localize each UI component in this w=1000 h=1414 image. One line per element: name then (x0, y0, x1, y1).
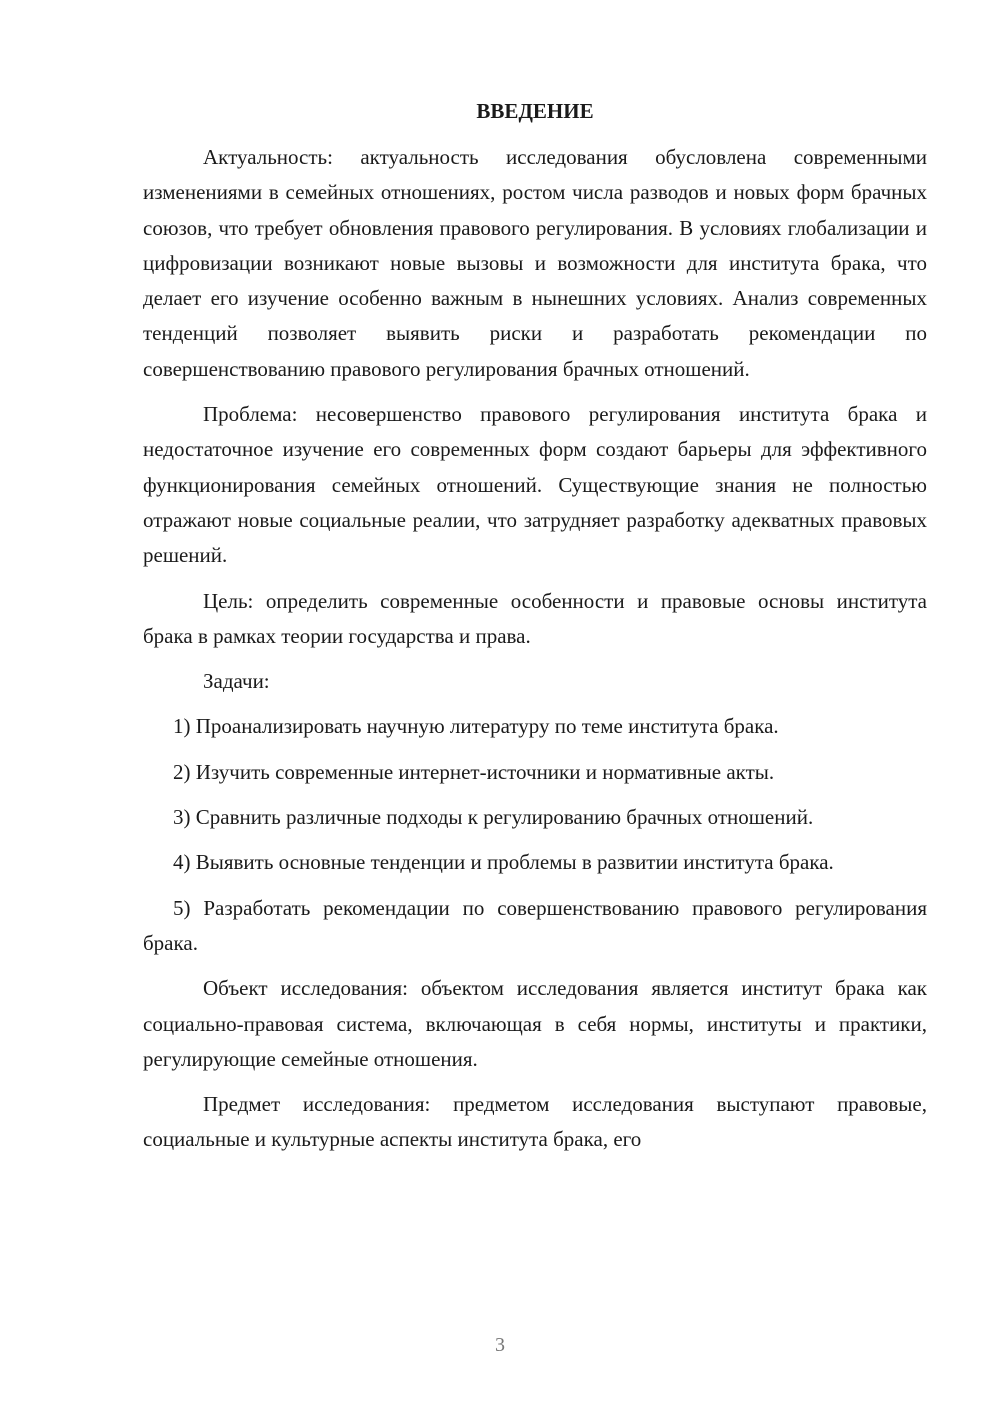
section-heading: ВВЕДЕНИЕ (476, 99, 594, 123)
paragraph-relevance: Актуальность: актуальность исследования обусловлена современными изменениями в семейных отношениях, ростом числа разводов и новых форм брачных союзов, что требует обновления правового регулирования. В условиях глобализации и цифровизации возникают новые вызовы и возможности для института брака, что делает его изучение особенно важным в нынешних условиях. Анализ современных тенденций позволяет выявить риски и разработать рекомендации по совершенствованию правового регулирования брачных отношений. (143, 145, 927, 381)
task-item-5: 5) Разработать рекомендации по совершенствованию правового регулирования брака. (143, 895, 927, 955)
paragraph-goal: Цель: определить современные особенности и правовые основы института брака в рамках теории государства и права. (143, 588, 927, 648)
task-item-4: 4) Выявить основные тенденции и проблемы в развитии института брака. (173, 850, 834, 875)
paragraph-subject: Предмет исследования: предметом исследования выступают правовые, социальные и культурные аспекты института брака, его (143, 1092, 927, 1152)
page-number: 3 (495, 1334, 505, 1356)
task-item-1: 1) Проанализировать научную литературу по теме института брака. (173, 714, 779, 739)
paragraph-problem: Проблема: несовершенство правового регулирования института брака и недостаточное изучение его современных форм создают барьеры для эффективного функционирования семейных отношений. Существующие знания не полностью отражают новые социальные реалии, что затрудняет разработку адекватных правовых решений. (143, 402, 927, 568)
tasks-label: Задачи: (203, 669, 270, 694)
task-item-2: 2) Изучить современные интернет-источники и нормативные акты. (173, 759, 775, 784)
task-item-3: 3) Сравнить различные подходы к регулированию брачных отношений. (173, 805, 814, 830)
paragraph-object: Объект исследования: объектом исследования является институт брака как социально-правовая система, включающая в себя нормы, институты и практики, регулирующие семейные отношения. (143, 976, 927, 1071)
page-content (143, 94, 927, 1158)
